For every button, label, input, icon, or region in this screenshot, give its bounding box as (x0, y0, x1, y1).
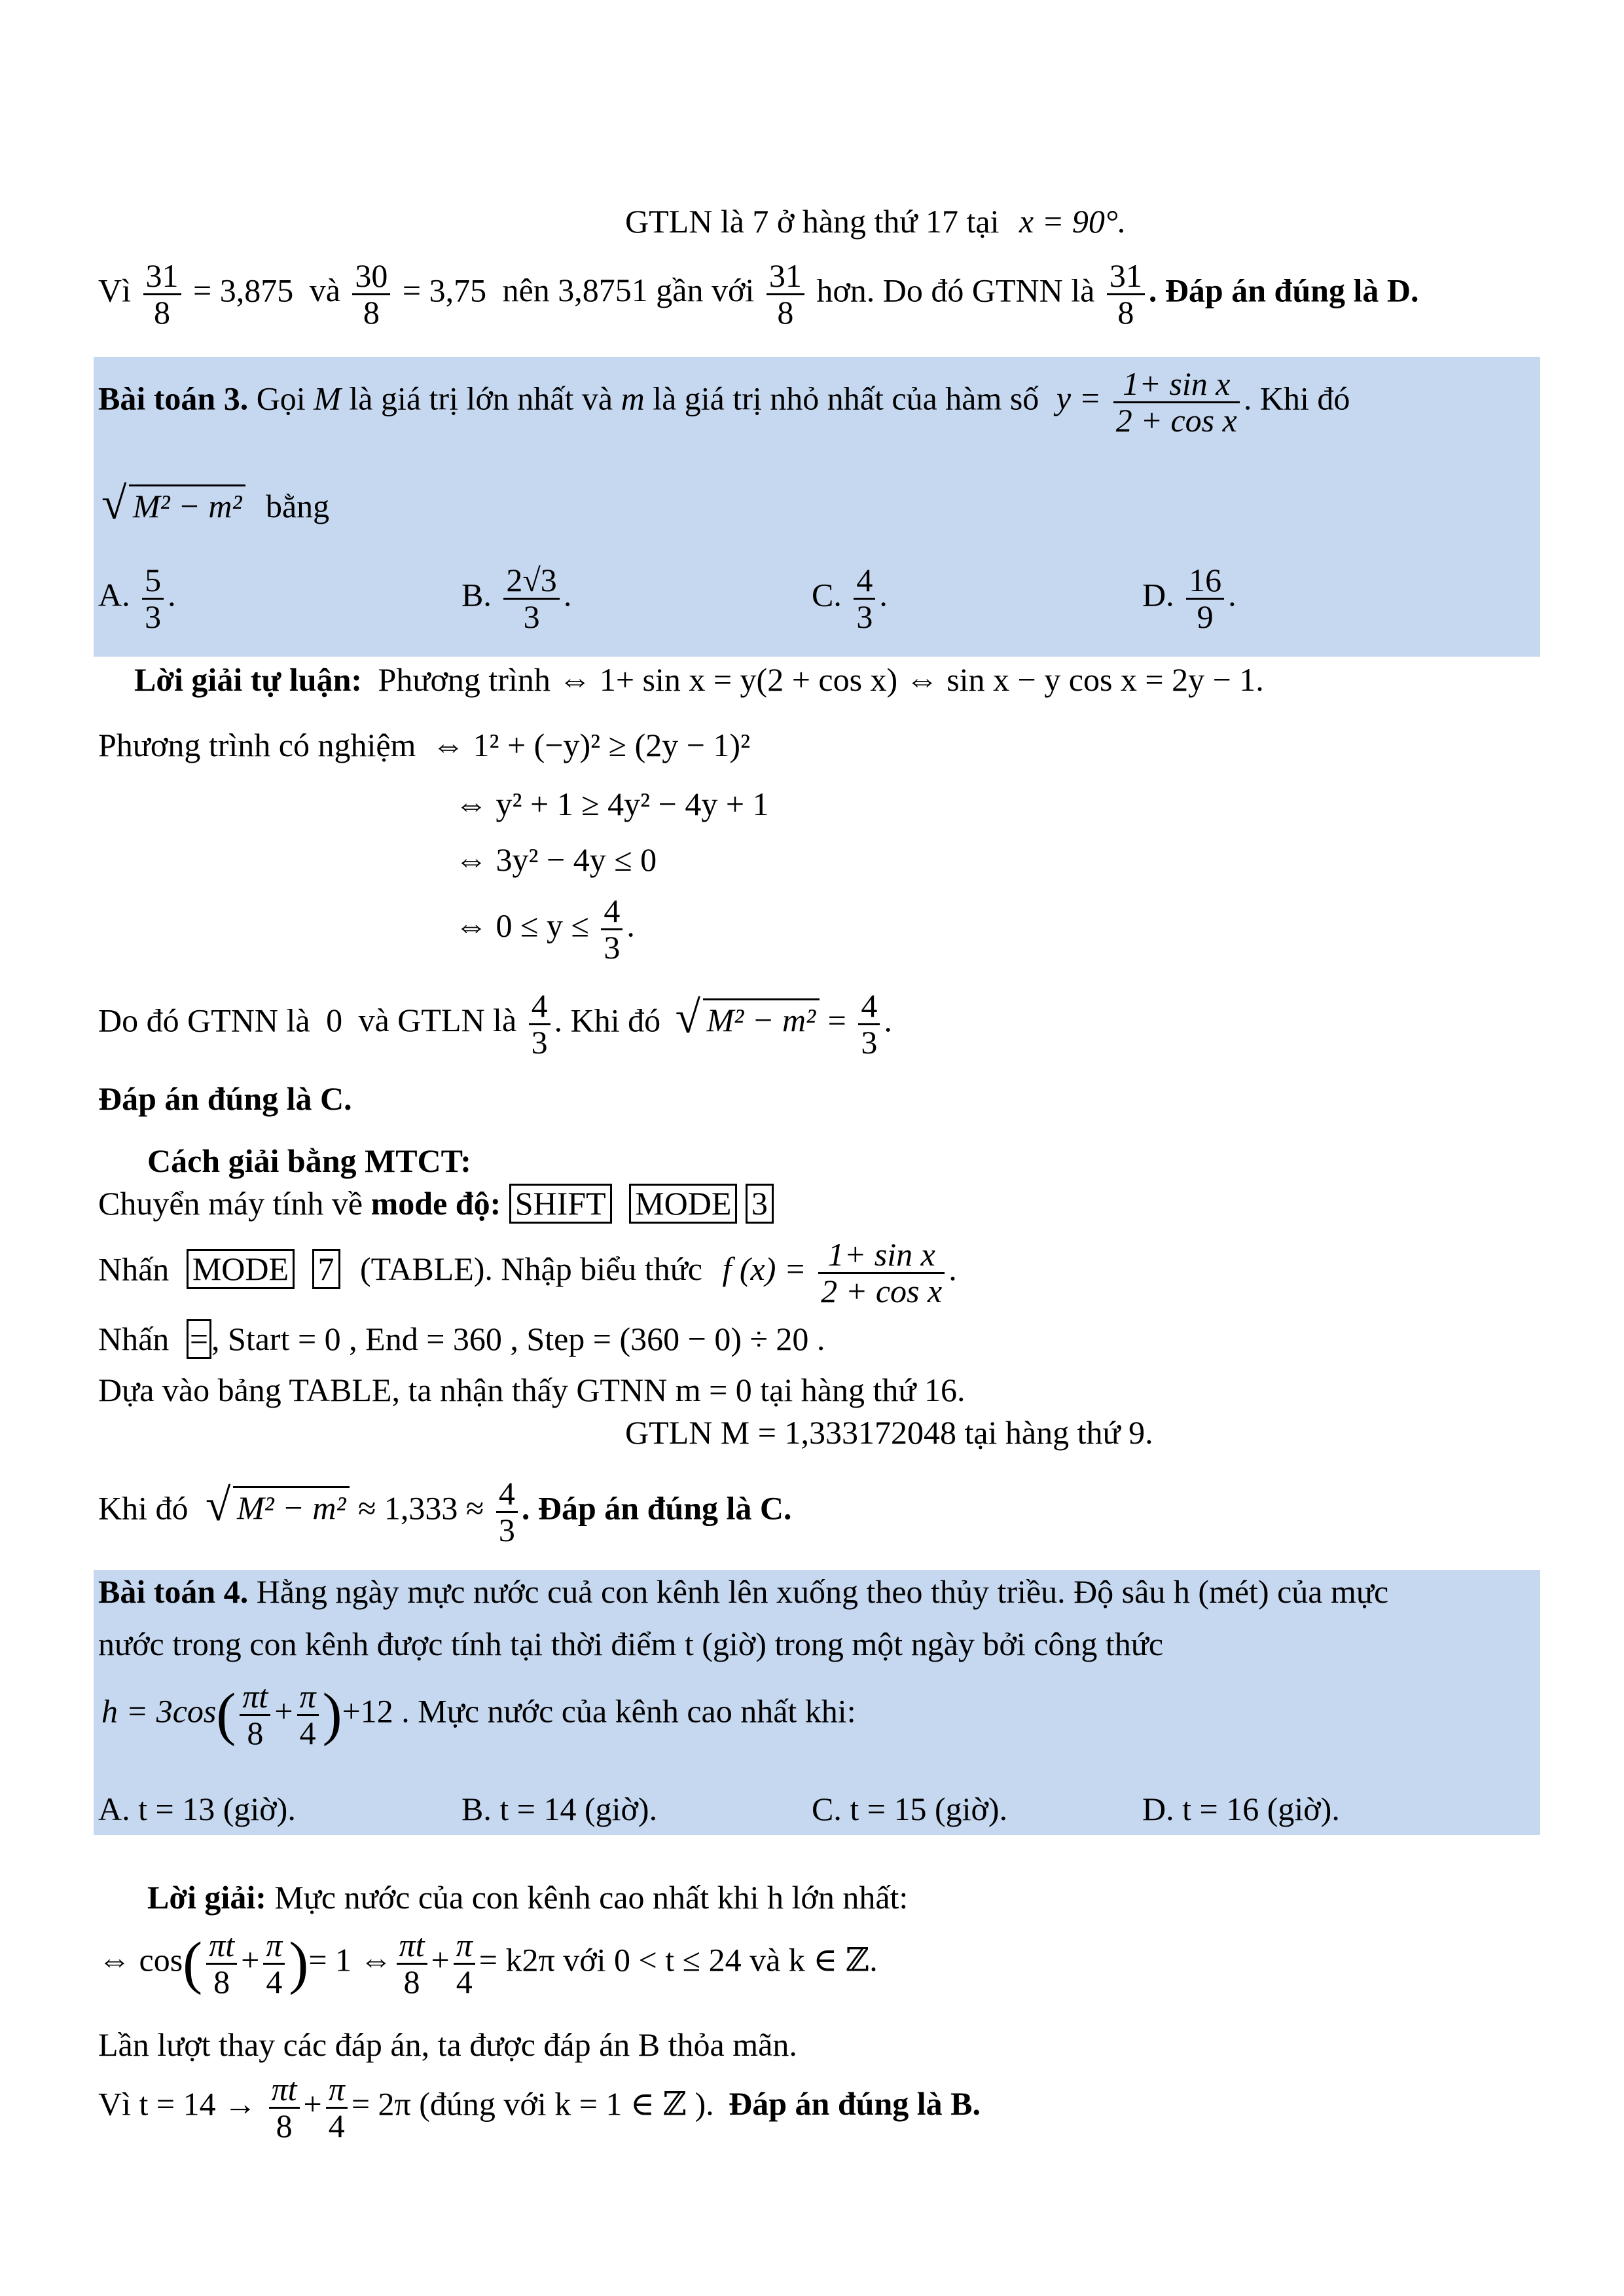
frac-den: 8 (154, 293, 170, 331)
fraction-31-8-b (767, 259, 804, 329)
zero-value: 0 (326, 1002, 343, 1039)
p4-option-c-text: C. t = 15 (giờ). (812, 1791, 1008, 1827)
p4-option-b-text: B. t = 14 (giờ). (461, 1791, 658, 1827)
mtct-line5 (625, 1414, 1153, 1452)
condition-4-text: ⇔ 0 ≤ y ≤ (455, 907, 589, 944)
option-fraction (1186, 563, 1224, 634)
frac-den: 3 (861, 1023, 878, 1061)
frac-den: 4 (266, 1963, 283, 2000)
fraction-31-8-c (1107, 259, 1145, 329)
frac-num: π (454, 1928, 475, 1965)
vi-text: Vì (98, 272, 131, 309)
mtct-line3 (98, 1319, 825, 1359)
condition-label-line (98, 727, 750, 765)
dot: . (168, 576, 176, 613)
frac-num: π (297, 1679, 319, 1716)
fx-fraction (818, 1237, 945, 1308)
condition-2 (455, 786, 769, 824)
option-label: C. (812, 576, 842, 613)
frac-num: 30 (352, 259, 390, 295)
frac-den: 2 + cos x (1115, 401, 1237, 439)
frac-num: πt (206, 1928, 237, 1965)
condition-2-text: ⇔ y² + 1 ≥ 4y² − 4y + 1 (455, 786, 769, 822)
frac-num: 1+ sin x (818, 1237, 945, 1274)
sqrt-sign: √ (206, 1480, 231, 1531)
frac-den: 8 (213, 1963, 230, 2000)
p4-option-d-text: D. t = 16 (giờ). (1142, 1791, 1340, 1827)
option-b (461, 563, 571, 634)
answer-b: Đáp án đúng là B. (729, 2085, 981, 2123)
va-text: và (309, 272, 340, 309)
vi-after: = 2π (đúng với k = 1 ∈ ℤ ). (351, 2085, 714, 2123)
condition-label: Phương trình có nghiệm (98, 727, 416, 763)
solution-heading: Lời giải tự luận: (134, 661, 363, 698)
frac-den: 4 (328, 2107, 345, 2144)
frac-den: 8 (276, 2107, 293, 2144)
mtct-l3-text: Nhấn (98, 1321, 170, 1357)
eq-mid: = 1 ⇔ (308, 1941, 393, 1978)
frac-num: π (263, 1928, 285, 1965)
mtct-line1 (98, 1184, 774, 1224)
option-label: A. (98, 576, 130, 613)
frac-den: 4 (299, 1714, 316, 1751)
condition-1: ⇔ 1² + (−y)² ≥ (2y − 1)² (431, 727, 751, 763)
option-fraction (854, 563, 875, 634)
plus: + (431, 1941, 450, 1978)
problem-4-formula (101, 1679, 856, 1750)
pt-fraction-3 (269, 2072, 300, 2143)
answer-c: Đáp án đúng là C. (98, 1080, 352, 1117)
frac-num: 4 (854, 563, 875, 600)
fraction-31-8 (143, 259, 181, 329)
frac-num: 5 (142, 563, 164, 600)
frac-num: 16 (1186, 563, 1224, 600)
mtct-l3-rest: , Start = 0 , End = 360 , Step = (360 − 0) ÷ 20 . (211, 1321, 825, 1357)
solution-4-heading: Lời giải: (147, 1879, 266, 1916)
sqrt-expression (101, 479, 245, 529)
fx-label: f (x) = (722, 1250, 806, 1288)
option-d (1142, 563, 1236, 634)
bang-text: bằng (265, 488, 330, 524)
option-fraction (142, 563, 164, 634)
solution-4-line4 (98, 2072, 981, 2143)
equals: = (827, 1002, 846, 1039)
eq-after: = k2π với 0 < t ≤ 24 và k ∈ ℤ. (478, 1941, 878, 1978)
p3-text2: là giá trị lớn nhất và (349, 380, 613, 417)
problem-3-line1 (98, 367, 1350, 437)
khi-do-text: . Khi đó (554, 1002, 661, 1039)
answer-c-line (98, 1080, 352, 1118)
conclusion-line (98, 989, 892, 1059)
pt-fraction-2 (397, 1928, 427, 1999)
frac-num: 4 (529, 989, 550, 1025)
p4-option-b (461, 1791, 657, 1829)
problem-3-line2 (101, 479, 330, 529)
frac-den: 9 (1197, 598, 1214, 635)
tail-text: hơn. Do đó GTNN là (816, 272, 1095, 309)
key-shift: SHIFT (509, 1184, 612, 1224)
fraction-30-8 (352, 259, 390, 329)
gtln-text: GTLN là 7 ở hàng thứ 17 tại (625, 203, 1000, 240)
result-fraction (529, 989, 550, 1059)
dot: . (626, 907, 635, 944)
eq-375: = 3,75 (402, 272, 487, 309)
mtct-l1-text: Chuyển máy tính về (98, 1185, 363, 1222)
solution-4-equation (98, 1928, 878, 1999)
condition-3 (455, 841, 657, 879)
p3-y-eq: y = (1056, 380, 1102, 417)
right-paren: ) (322, 1682, 342, 1747)
mtct-l2-text: Nhấn (98, 1250, 170, 1288)
p3-text1: Gọi (256, 380, 306, 417)
left-paren: ( (183, 1931, 203, 1995)
sqrt-content: M² − m² (233, 1486, 350, 1526)
mid-text: nên 3,8751 gần với (502, 272, 755, 309)
frac-den: 8 (247, 1714, 264, 1751)
frac-den: 3 (498, 1511, 515, 1548)
problem-4-label: Bài toán 4. (98, 1573, 249, 1610)
frac-den: 3 (523, 598, 540, 635)
p4-line1: Hằng ngày mực nước cuả con kênh lên xuống theo thủy triều. Độ sâu h (mét) của mực (256, 1573, 1389, 1610)
frac-den: 8 (1117, 293, 1134, 331)
answer-d: . Đáp án đúng là D. (1148, 272, 1419, 309)
plus: + (274, 1692, 293, 1730)
va-gtln-text: và GTLN là (358, 1002, 517, 1039)
problem-3-label: Bài toán 3. (98, 380, 249, 417)
problem-4-line2 (98, 1626, 1163, 1664)
mtct-heading-text: Cách giải bằng MTCT: (147, 1142, 471, 1179)
answer-c-2: . Đáp án đúng là C. (521, 1489, 792, 1527)
table-text: (TABLE). Nhập biểu thức (360, 1250, 702, 1288)
comparison-line (98, 259, 1418, 329)
pt-fraction (206, 1928, 237, 1999)
condition-4 (455, 894, 635, 964)
mtct-line4 (98, 1372, 965, 1410)
problem-4-line1 (98, 1573, 1388, 1611)
frac-den: 3 (145, 598, 162, 635)
solution-4-line1 (147, 1879, 908, 1917)
frac-num: 4 (601, 894, 623, 930)
mtct-line2 (98, 1237, 957, 1308)
mtct-gtnn: Dựa vào bảng TABLE, ta nhận thấy GTNN m = 0 tại hàng thứ 16. (98, 1372, 965, 1408)
condition-3-text: ⇔ 3y² − 4y ≤ 0 (455, 841, 657, 878)
sqrt-expression (206, 1480, 350, 1531)
approx-fraction (496, 1476, 518, 1547)
frac-num: πt (397, 1928, 427, 1965)
frac-den: 8 (777, 293, 794, 331)
frac-num: 4 (496, 1476, 518, 1513)
key-3: 3 (746, 1184, 774, 1224)
pi-fraction-2 (454, 1928, 475, 1999)
frac-num: 31 (143, 259, 181, 295)
option-a (98, 563, 176, 634)
p4-option-a (98, 1791, 296, 1829)
dot: . (884, 1002, 892, 1039)
frac-den: 8 (403, 1963, 420, 2000)
mtct-heading (147, 1142, 471, 1180)
vi-text: Vì t = 14 → (98, 2085, 257, 2123)
sqrt-content: M² − m² (703, 998, 820, 1038)
frac-num: 4 (858, 989, 880, 1025)
mtct-gtln: GTLN M = 1,333172048 tại hàng thứ 9. (625, 1414, 1153, 1451)
sqrt-expression (675, 993, 820, 1044)
plus: + (241, 1941, 260, 1978)
frac-num: 2√3 (503, 563, 559, 600)
frac-num: 31 (1107, 259, 1145, 295)
pt-fraction (240, 1679, 270, 1750)
frac-den: 2 + cos x (821, 1272, 943, 1309)
gtln-math: x = 90°. (1019, 203, 1127, 240)
frac-num: πt (269, 2072, 300, 2109)
result-fraction-2 (858, 989, 880, 1059)
option-fraction (503, 563, 559, 634)
option-label: D. (1142, 576, 1174, 613)
frac-den: 3 (856, 598, 873, 635)
condition-4-fraction (601, 894, 623, 964)
left-paren: ( (216, 1682, 236, 1747)
p3-M: M (314, 380, 341, 417)
solution-3-line1 (134, 661, 1264, 699)
p4-option-a-text: A. t = 13 (giờ). (98, 1791, 296, 1827)
dot: . (1228, 576, 1236, 613)
frac-num: πt (240, 1679, 270, 1716)
key-mode: MODE (187, 1249, 295, 1289)
right-paren: ) (289, 1931, 309, 1995)
frac-den: 8 (363, 293, 380, 331)
solution-4-line3-text: Lần lượt thay các đáp án, ta được đáp án B thỏa mãn. (98, 2026, 797, 2063)
solution-4-line3 (98, 2026, 797, 2064)
key-7: 7 (312, 1249, 340, 1289)
khi-do-text: Khi đó (98, 1489, 189, 1527)
mtct-line6 (98, 1476, 792, 1547)
frac-den: 3 (531, 1023, 548, 1061)
mode-do-label: mode độ: (370, 1185, 501, 1222)
pi-fraction-3 (326, 2072, 348, 2143)
p3-m: m (621, 380, 645, 417)
solution-equation: Phương trình ⇔ 1+ sin x = y(2 + cos x) ⇔ sin x − y cos x = 2y − 1. (378, 661, 1264, 698)
do-do-text: Do đó GTNN là (98, 1002, 310, 1039)
p3-text4: . Khi đó (1243, 380, 1350, 417)
sqrt-sign: √ (101, 479, 127, 529)
dot: . (948, 1250, 957, 1288)
dot: . (879, 576, 888, 613)
key-equals: = (187, 1319, 211, 1359)
plus: + (303, 2085, 322, 2123)
sqrt-sign: √ (675, 993, 701, 1044)
frac-den: 4 (456, 1963, 473, 2000)
frac-den: 3 (604, 928, 621, 966)
pi-fraction (263, 1928, 285, 1999)
sqrt-content: M² − m² (129, 484, 245, 524)
frac-num: 1+ sin x (1113, 367, 1240, 403)
p4-option-c (812, 1791, 1007, 1829)
p3-text3: là giá trị nhỏ nhất của hàm số (653, 380, 1039, 417)
frac-num: 31 (767, 259, 804, 295)
p4-option-d (1142, 1791, 1340, 1829)
eq-pre: ⇔ cos (98, 1941, 183, 1978)
dot: . (563, 576, 572, 613)
approx-text: ≈ 1,333 ≈ (357, 1489, 484, 1527)
solution-4-text: Mực nước của con kênh cao nhất khi h lớn nhất: (274, 1879, 909, 1916)
h-eq: h = 3cos (101, 1692, 217, 1730)
frac-num: π (326, 2072, 348, 2109)
p4-after: +12 . Mực nước của kênh cao nhất khi: (342, 1692, 856, 1730)
gtln-line (625, 203, 1126, 241)
pi-fraction (297, 1679, 319, 1750)
p4-line2: nước trong con kênh được tính tại thời điểm t (giờ) trong một ngày bởi công thức (98, 1626, 1164, 1662)
key-mode: MODE (629, 1184, 737, 1224)
eq-3875: = 3,875 (193, 272, 294, 309)
p3-function-fraction (1113, 367, 1240, 437)
option-c (812, 563, 888, 634)
option-label: B. (461, 576, 492, 613)
